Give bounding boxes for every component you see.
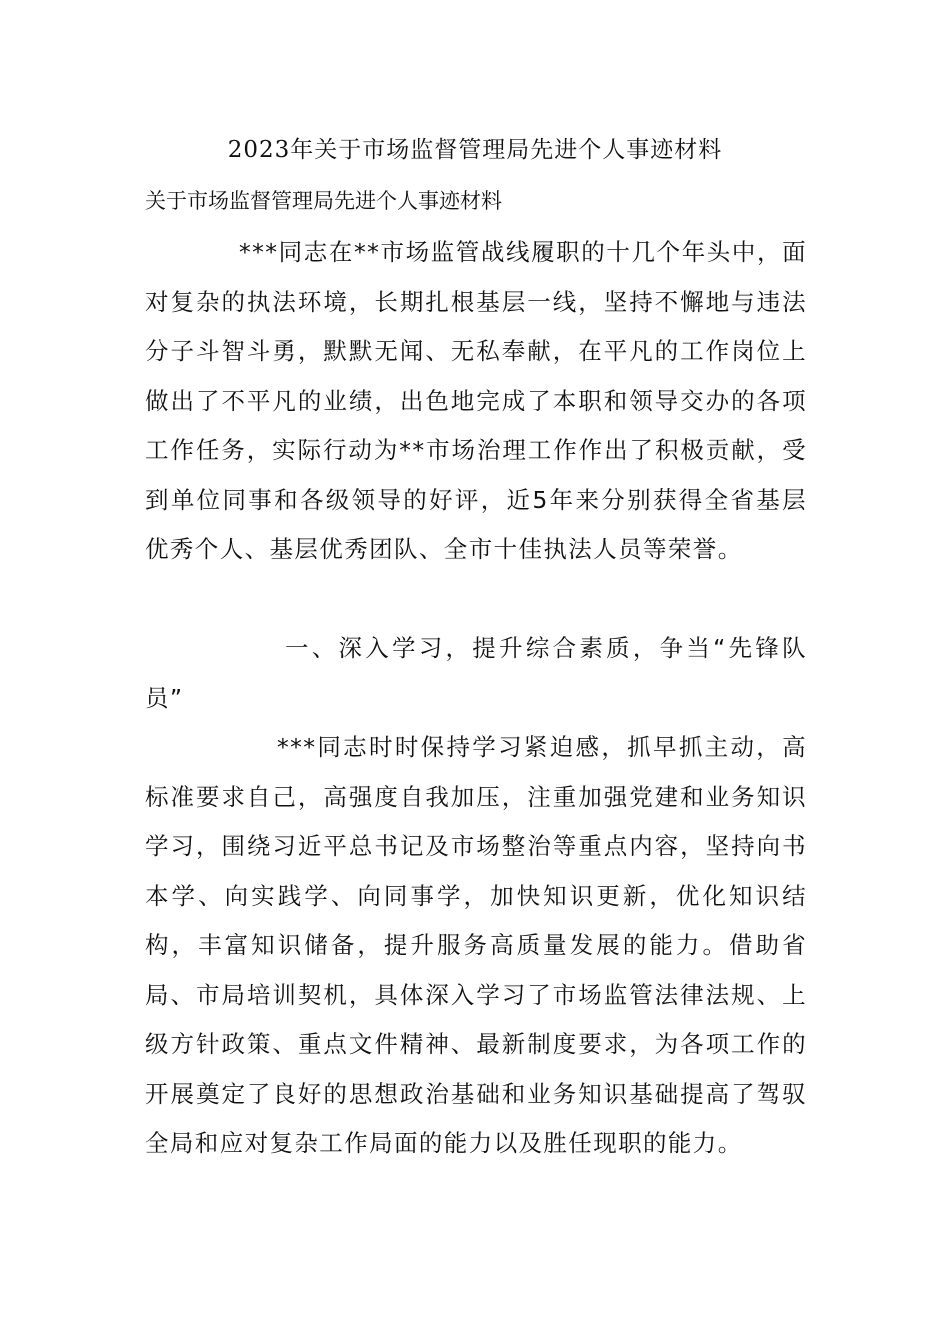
document-title: 2023年关于市场监督管理局先进个人事迹材料 [227,137,723,163]
document-subtitle: 关于市场监督管理局先进个人事迹材料 [145,189,502,213]
section-1-paragraph: ***同志时时保持学习紧迫感，抓早抓主动，高标准要求自己，高强度自我加压，注重加强党建和业务知识学习，围绕习近平总书记及市场整治等重点内容，坚持向书本学、向实践学、向同事学，加快知识更新，优化知识结构，丰富知识储备，提升服务高质量发展的能力。借助省局、市局培训契机，具体深入学习了市场监管法律法规、上级方针政策、重点文件精神、最新制度要求，为各项工作的开展奠定了良好的思想政治基础和业务知识基础提高了驾驭全局和应对复杂工作局面的能力以及胜任现职的能力。 [145,733,807,1157]
intro-paragraph: ***同志在**市场监管战线履职的十几个年头中，面对复杂的执法环境，长期扎根基层一线，坚持不懈地与违法分子斗智斗勇，默默无闻、无私奉献，在平凡的工作岗位上做出了不平凡的业绩，出色地完成了本职和领导交办的各项工作任务，实际行动为**市场治理工作作出了积极贡献，受到单位同事和各级领导的好评，近5年来分别获得全省基层优秀个人、基层优秀团队、全市十佳执法人员等荣誉。 [145,238,807,563]
section-heading-1: 一、深入学习，提升综合素质，争当“先锋队员” [145,634,807,712]
